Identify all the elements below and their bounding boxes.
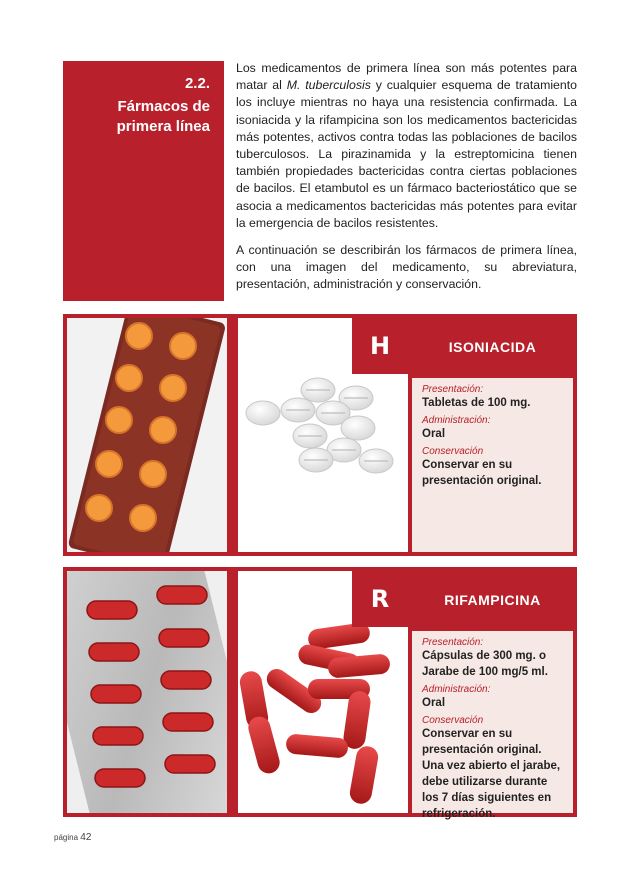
drug-info-rifampicina <box>412 631 573 820</box>
blister-photo-rifampicina <box>67 571 227 813</box>
intro-text <box>236 60 577 304</box>
page-number: página 42 <box>54 832 92 843</box>
drug-abbreviation-r: R <box>352 571 408 627</box>
intro-paragraph-2: A continuación se describirán los fármacos de primera línea, con una imagen del medicamento, su abreviatura, presentación, administración y conservación. <box>236 243 577 292</box>
administration-label: Administración: <box>422 684 491 695</box>
administration-value: Oral <box>422 697 446 709</box>
presentation-label: Presentación: <box>422 637 484 648</box>
section-header-box <box>63 61 224 301</box>
blister-orange-image <box>67 318 227 552</box>
presentation-value: Cápsulas de 300 mg. o Jarabe de 100 mg/5 ml. <box>422 650 548 678</box>
conservation-label: Conservación <box>422 446 484 457</box>
drug-abbreviation-h: H <box>352 318 408 374</box>
species-name: M. tuberculosis <box>286 78 371 93</box>
presentation-label: Presentación: <box>422 384 484 395</box>
administration-value: Oral <box>422 428 446 440</box>
section-title: Fármacos de primera línea <box>116 98 210 135</box>
drug-name-isoniacida: ISONIACIDA <box>412 318 573 376</box>
conservation-label: Conservación <box>422 715 484 726</box>
blister-photo-isoniacida <box>67 318 227 552</box>
conservation-value: Conservar en su presentación original. Una vez abierto el jarabe, debe utilizarse durante los 7 días siguientes en refrigeración. <box>422 728 561 820</box>
blister-capsules-image <box>67 571 227 813</box>
section-number: 2.2. <box>184 75 210 92</box>
drug-info-isoniacida <box>412 378 573 552</box>
conservation-value: Conservar en su presentación original. <box>422 459 542 487</box>
presentation-value: Tabletas de 100 mg. <box>422 397 531 409</box>
drug-name-rifampicina: RIFAMPICINA <box>412 571 573 629</box>
administration-label: Administración: <box>422 415 491 426</box>
intro-paragraph-1: Los medicamentos de primera línea son más potentes para matar al M. tuberculosis y cualquier esquema de tratamiento los incluye mientras no haya una resistencia confirmada. La isoniacida y la rifampicina son los medicamentos bactericidas más potentes, activos contra todas las poblaciones de bacilos tuberculosos. La pirazinamida y la estreptomicina tienen también propiedades bactericidas contra ciertas poblaciones de bacilos. El etambutol es un fármaco bacteriostático que se asocia a medicamentos bactericidas más potentes para evitar la emergencia de bacilos resistentes. <box>236 61 577 230</box>
